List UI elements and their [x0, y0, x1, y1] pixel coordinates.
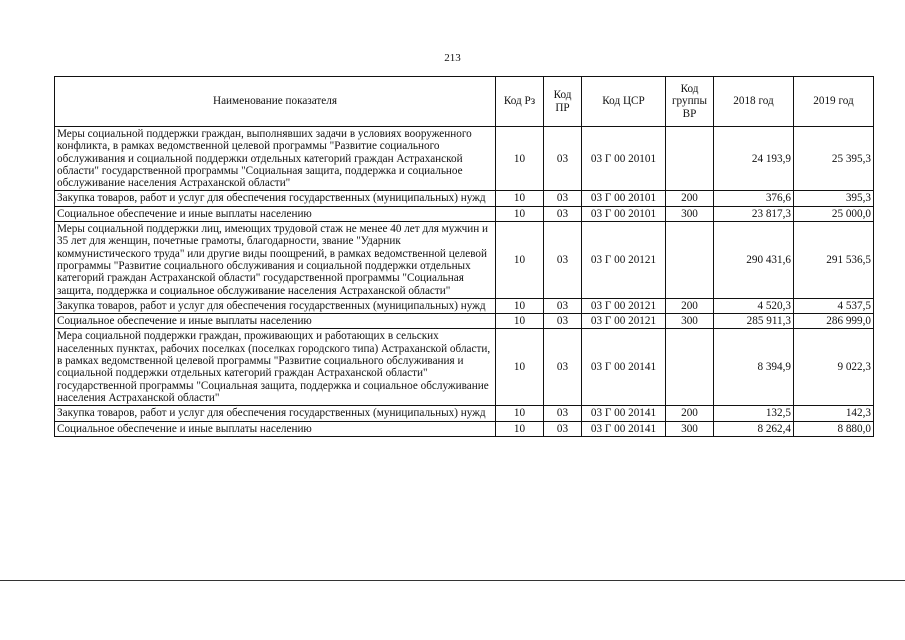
cell-y2019: 25 395,3 — [794, 127, 874, 191]
header-pr: Код ПР — [544, 77, 582, 127]
table-row — [55, 222, 874, 299]
cell-pr: 03 — [544, 222, 582, 299]
header-vr: Код группы ВР — [666, 77, 714, 127]
cell-y2019: 25 000,0 — [794, 206, 874, 221]
cell-name: Социальное обеспечение и иные выплаты населению — [55, 206, 496, 221]
cell-vr: 200 — [666, 298, 714, 313]
header-rz: Код Рз — [496, 77, 544, 127]
cell-name: Социальное обеспечение и иные выплаты населению — [55, 421, 496, 436]
scan-line — [0, 580, 905, 581]
cell-y2019: 9 022,3 — [794, 329, 874, 406]
cell-csr: 03 Г 00 20121 — [582, 298, 666, 313]
cell-vr: 300 — [666, 206, 714, 221]
cell-csr: 03 Г 00 20101 — [582, 191, 666, 206]
cell-vr — [666, 222, 714, 299]
cell-vr: 300 — [666, 314, 714, 329]
header-2018: 2018 год — [714, 77, 794, 127]
cell-vr — [666, 329, 714, 406]
cell-name: Меры социальной поддержки граждан, выполнявших задачи в условиях вооруженного конфликта, в рамках ведомственной целевой программы "Развитие социального обслуживания и социальной поддержки отдельных категорий граждан Астраханской области" государственной программы "Социальная защита, поддержка и социальное обслуживание населения Астраханской области" — [55, 127, 496, 191]
table-row — [55, 329, 874, 406]
cell-pr: 03 — [544, 406, 582, 421]
budget-table — [54, 76, 874, 437]
table-body — [55, 127, 874, 437]
cell-csr: 03 Г 00 20141 — [582, 406, 666, 421]
cell-name: Закупка товаров, работ и услуг для обеспечения государственных (муниципальных) нужд — [55, 406, 496, 421]
cell-csr: 03 Г 00 20101 — [582, 127, 666, 191]
cell-y2018: 285 911,3 — [714, 314, 794, 329]
cell-rz: 10 — [496, 298, 544, 313]
cell-rz: 10 — [496, 314, 544, 329]
cell-pr: 03 — [544, 191, 582, 206]
cell-name: Мера социальной поддержки граждан, проживающих и работающих в сельских населенных пунктах, рабочих поселках (поселках городского типа) Астраханской области, в рамках ведомственной целевой программы "Развитие социального обслуживания и социальной поддержки отдельных категорий граждан Астраханской области" государственной программы "Социальная защита, поддержка и социальное обслуживание населения Астраханской области" — [55, 329, 496, 406]
cell-pr: 03 — [544, 329, 582, 406]
table-row — [55, 298, 874, 313]
cell-vr: 200 — [666, 406, 714, 421]
cell-pr: 03 — [544, 298, 582, 313]
cell-y2019: 4 537,5 — [794, 298, 874, 313]
cell-pr: 03 — [544, 421, 582, 436]
cell-y2019: 142,3 — [794, 406, 874, 421]
table-row — [55, 406, 874, 421]
header-name: Наименование показателя — [55, 77, 496, 127]
cell-rz: 10 — [496, 421, 544, 436]
cell-pr: 03 — [544, 314, 582, 329]
cell-y2019: 291 536,5 — [794, 222, 874, 299]
cell-csr: 03 Г 00 20141 — [582, 329, 666, 406]
cell-pr: 03 — [544, 206, 582, 221]
cell-name: Закупка товаров, работ и услуг для обеспечения государственных (муниципальных) нужд — [55, 298, 496, 313]
table-row — [55, 314, 874, 329]
cell-rz: 10 — [496, 329, 544, 406]
cell-y2018: 4 520,3 — [714, 298, 794, 313]
header-csr: Код ЦСР — [582, 77, 666, 127]
cell-csr: 03 Г 00 20121 — [582, 222, 666, 299]
cell-y2018: 376,6 — [714, 191, 794, 206]
cell-y2019: 8 880,0 — [794, 421, 874, 436]
cell-rz: 10 — [496, 222, 544, 299]
cell-name: Закупка товаров, работ и услуг для обеспечения государственных (муниципальных) нужд — [55, 191, 496, 206]
page-number: 213 — [444, 52, 461, 64]
cell-rz: 10 — [496, 127, 544, 191]
cell-csr: 03 Г 00 20121 — [582, 314, 666, 329]
cell-y2018: 132,5 — [714, 406, 794, 421]
cell-rz: 10 — [496, 206, 544, 221]
table-row — [55, 206, 874, 221]
cell-y2018: 24 193,9 — [714, 127, 794, 191]
cell-csr: 03 Г 00 20101 — [582, 206, 666, 221]
cell-y2018: 23 817,3 — [714, 206, 794, 221]
table-row — [55, 421, 874, 436]
cell-rz: 10 — [496, 191, 544, 206]
header-2019: 2019 год — [794, 77, 874, 127]
table-row — [55, 127, 874, 191]
cell-name: Меры социальной поддержки лиц, имеющих трудовой стаж не менее 40 лет для мужчин и 35 лет для женщин, почетные грамоты, благодарности, звание "Ударник коммунистического труда" или другие виды поощрений, в рамках ведомственной целевой программы "Развитие социального обслуживания и социальной поддержки отдельных категорий граждан Астраханской области" государственной программы "Социальная защита, поддержка и социальное обслуживание населения Астраханской области" — [55, 222, 496, 299]
cell-name: Социальное обеспечение и иные выплаты населению — [55, 314, 496, 329]
cell-y2018: 8 394,9 — [714, 329, 794, 406]
cell-y2019: 395,3 — [794, 191, 874, 206]
table-row — [55, 191, 874, 206]
cell-vr — [666, 127, 714, 191]
cell-rz: 10 — [496, 406, 544, 421]
cell-pr: 03 — [544, 127, 582, 191]
cell-y2018: 8 262,4 — [714, 421, 794, 436]
cell-csr: 03 Г 00 20141 — [582, 421, 666, 436]
cell-vr: 200 — [666, 191, 714, 206]
cell-y2018: 290 431,6 — [714, 222, 794, 299]
cell-y2019: 286 999,0 — [794, 314, 874, 329]
header-row — [55, 77, 874, 127]
cell-vr: 300 — [666, 421, 714, 436]
